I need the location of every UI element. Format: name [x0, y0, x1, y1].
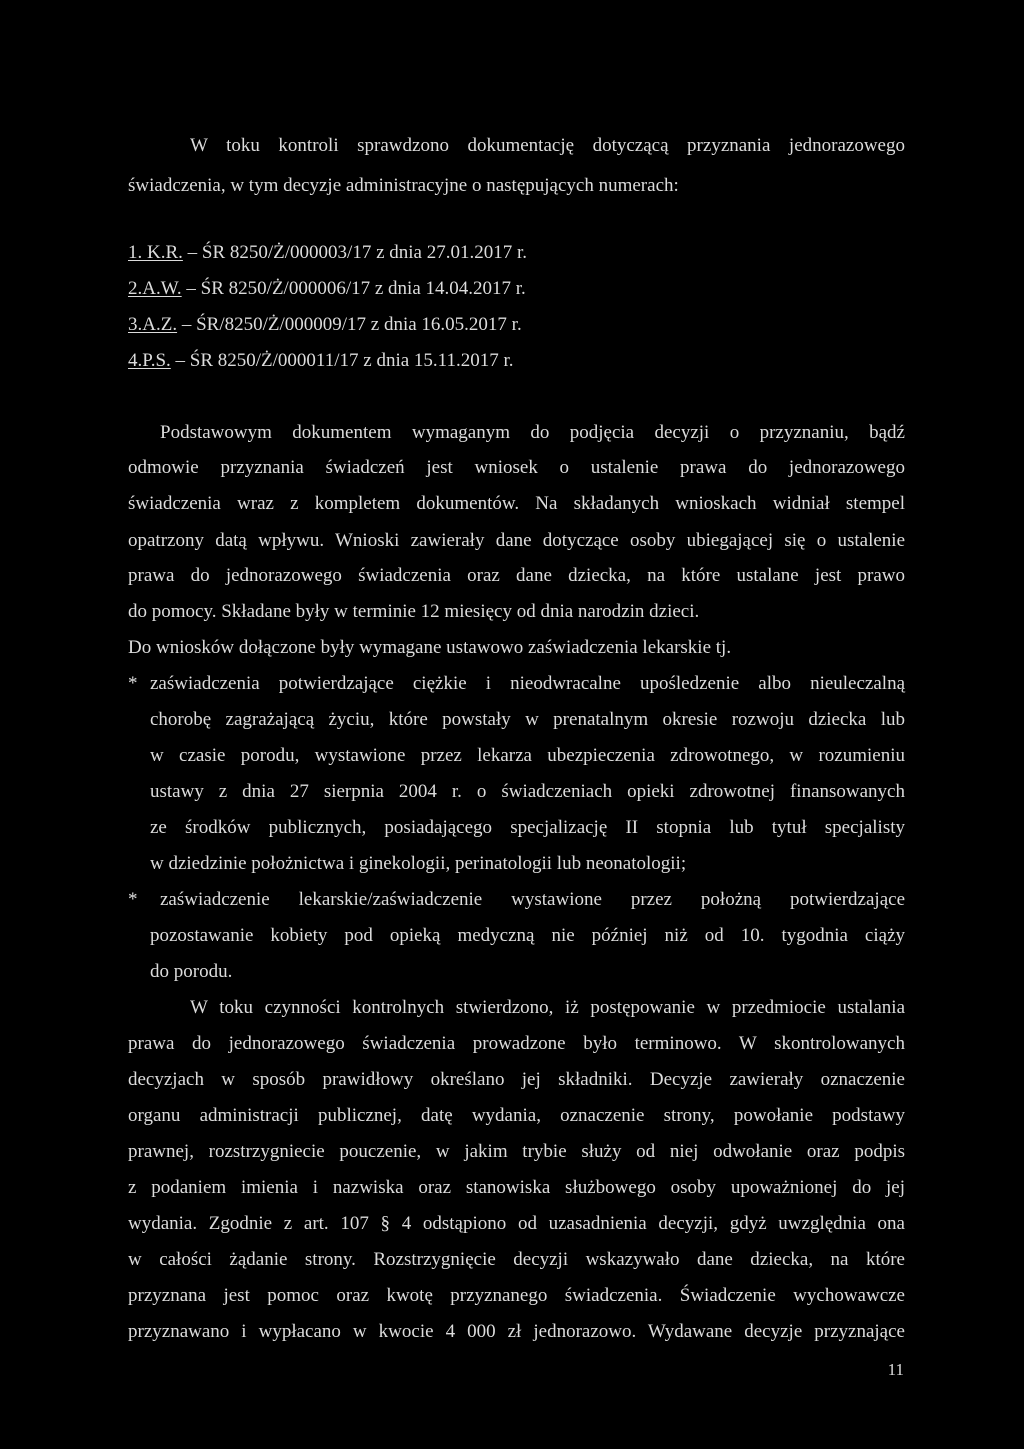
para1-line: do pomocy. Składane były w terminie 12 miesięcy od dnia narodzin dzieci.	[128, 601, 700, 622]
decision-item	[128, 313, 522, 337]
bullet1-line: ustawy z dnia 27 sierpnia 2004 r. o świadczeniach opieki zdrowotnej finansowanych	[150, 781, 905, 802]
bullet1-line: ze środków publicznych, posiadającego specjalizację II stopnia lub tytuł specjalisty	[150, 817, 905, 838]
decision-item	[128, 277, 526, 301]
para1-line: opatrzony datą wpływu. Wnioski zawierały dane dotyczące osoby ubiegającej się o ustalenie	[128, 530, 905, 551]
decision-item	[128, 349, 513, 373]
decision-text: – ŚR 8250/Ż/000011/17 z dnia 15.11.2017 r.	[170, 350, 514, 371]
para2-line: prawnej, rozstrzygniecie pouczenie, w jakim trybie służy od niej odwołanie oraz podpis	[128, 1141, 905, 1162]
decision-label: 1. K.R.	[128, 242, 183, 263]
para2-line: z podaniem imienia i nazwiska oraz stanowiska służbowego osoby upoważnionej do jej	[128, 1177, 905, 1198]
bullet1-line: w czasie porodu, wystawione przez lekarza ubezpieczenia zdrowotnego, w rozumieniu	[150, 745, 905, 766]
para2-line: decyzjach w sposób prawidłowy określano jej składniki. Decyzje zawierały oznaczenie	[128, 1069, 905, 1090]
para2-line: organu administracji publicznej, datę wydania, oznaczenie strony, powołanie podstawy	[128, 1105, 905, 1126]
page-number: 11	[887, 1360, 904, 1379]
decision-text: – ŚR 8250/Ż/000006/17 z dnia 14.04.2017 r.	[181, 278, 526, 299]
bullet2-line: pozostawanie kobiety pod opieką medyczną nie później niż od 10. tygodnia ciąży	[150, 925, 905, 946]
bullet1-line: w dziedzinie położnictwa i ginekologii, perinatologii lub neonatologii;	[150, 853, 687, 874]
para2-line: przyznawano i wypłacano w kwocie 4 000 zł jednorazowo. Wydawane decyzje przyznające	[128, 1321, 905, 1342]
para1-line: prawa do jednorazowego świadczenia oraz dane dziecka, na które ustalane jest prawo	[128, 565, 905, 586]
para2-line: przyznana jest pomoc oraz kwotę przyznanego świadczenia. Świadczenie wychowawcze	[128, 1285, 905, 1306]
bullet-marker: *	[128, 673, 138, 694]
bullet1-line: zaświadczenia potwierdzające ciężkie i nieodwracalne upośledzenie albo nieuleczalną	[150, 673, 905, 694]
decision-item	[128, 241, 527, 265]
bullet-marker: *	[128, 889, 138, 910]
decision-label: 4.P.S.	[128, 350, 171, 371]
decision-label: 3.A.Z.	[128, 314, 178, 335]
para2-line: prawa do jednorazowego świadczenia prowadzone było terminowo. W skontrolowanych	[128, 1033, 905, 1054]
para1-line: Do wniosków dołączone były wymagane ustawowo zaświadczenia lekarskie tj.	[128, 637, 732, 658]
decision-label: 2.A.W.	[128, 278, 182, 299]
para1-line: Podstawowym dokumentem wymaganym do podjęcia decyzji o przyznaniu, bądź	[160, 422, 905, 443]
bullet1-line: chorobę zagrażającą życiu, które powstały w prenatalnym okresie rozwoju dziecka lub	[150, 709, 905, 730]
para1-line: odmowie przyznania świadczeń jest wniosek o ustalenie prawa do jednorazowego	[128, 457, 905, 478]
bullet2-line: do porodu.	[150, 961, 233, 982]
para1-line: świadczenia wraz z kompletem dokumentów. Na składanych wnioskach widniał stempel	[128, 493, 905, 514]
para2-line: wydania. Zgodnie z art. 107 § 4 odstąpiono od uzasadnienia decyzji, gdyż uwzględnia ona	[128, 1213, 905, 1234]
decision-text: – ŚR 8250/Ż/000003/17 z dnia 27.01.2017 r.	[182, 242, 528, 263]
para2-line: W toku czynności kontrolnych stwierdzono, iż postępowanie w przedmiocie ustalania	[190, 997, 905, 1018]
intro-line-2: świadczenia, w tym decyzje administracyjne o następujących numerach:	[128, 175, 679, 196]
intro-line-1: W toku kontroli sprawdzono dokumentację dotyczącą przyznania jednorazowego	[190, 135, 905, 156]
decision-text: – ŚR/8250/Ż/000009/17 z dnia 16.05.2017 r.	[177, 314, 522, 335]
bullet2-line: zaświadczenie lekarskie/zaświadczenie wystawione przez położną potwierdzające	[160, 889, 905, 910]
para2-line: w całości żądanie strony. Rozstrzygnięcie decyzji wskazywało dane dziecka, na które	[128, 1249, 905, 1270]
